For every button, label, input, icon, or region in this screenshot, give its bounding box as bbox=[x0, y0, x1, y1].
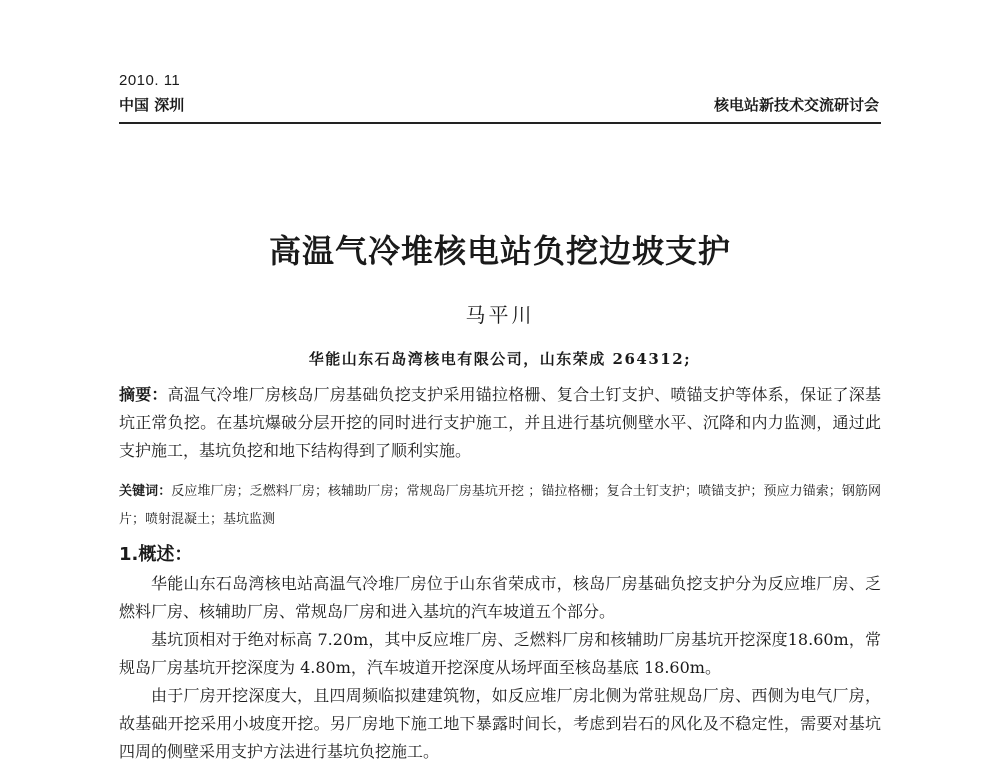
keywords bbox=[119, 478, 881, 534]
body-paragraph-2: 基坑顶相对于绝对标高 7.20m，其中反应堆厂房、乏燃料厂房和核辅助厂房基坑开挖深度18.60m，常规岛厂房基坑开挖深度为 4.80m，汽车坡道开挖深度从场坪面至核岛基底 18.60m。 bbox=[119, 630, 881, 677]
header-location: 中国 深圳 bbox=[119, 96, 185, 114]
header-date: 2010. 11 bbox=[119, 72, 181, 89]
keywords-text: 反应堆厂房；乏燃料厂房；核辅助厂房；常规岛厂房基坑开挖 ；锚拉格栅；复合土钉支护；喷锚支护；预应力锚索；钢筋网片；喷射混凝土；基坑监测 bbox=[119, 484, 881, 527]
running-header bbox=[119, 72, 879, 122]
header-conference: 核电站新技术交流研讨会 bbox=[713, 96, 879, 114]
paper-title: 高温气冷堆核电站负挖边坡支护 bbox=[268, 232, 731, 270]
header-rule bbox=[119, 122, 881, 124]
body-paragraph-3: 由于厂房开挖深度大，且四周频临拟建建筑物，如反应堆厂房北侧为常驻规岛厂房、西侧为电气厂房，故基础开挖采用小坡度开挖。另厂房地下施工地下暴露时间长，考虑到岩石的风化及不稳定性，需要对基坑四周的侧壁采用支护方法进行基坑负挖施工。 bbox=[119, 686, 881, 761]
section-heading: 1.概述： bbox=[119, 544, 193, 565]
author-affiliation: 华能山东石岛湾核电有限公司，山东荣成 264312; bbox=[308, 350, 692, 368]
body-paragraph-1: 华能山东石岛湾核电站高温气冷堆厂房位于山东省荣成市，核岛厂房基础负挖支护分为反应堆厂房、乏燃料厂房、核辅助厂房、常规岛厂房和进入基坑的汽车坡道五个部分。 bbox=[119, 574, 881, 621]
abstract-text: 高温气冷堆厂房核岛厂房基础负挖支护采用锚拉格栅、复合土钉支护、喷锚支护等体系，保证了深基坑正常负挖。在基坑爆破分层开挖的同时进行支护施工，并且进行基坑侧壁水平、沉降和内力监测，通过此支护施工，基坑负挖和地下结构得到了顺利实施。 bbox=[119, 385, 881, 460]
abstract bbox=[119, 381, 881, 465]
abstract-label: 摘要： bbox=[119, 385, 168, 404]
keywords-label: 关键词： bbox=[119, 484, 172, 499]
paper-author: 马平川 bbox=[465, 303, 535, 327]
